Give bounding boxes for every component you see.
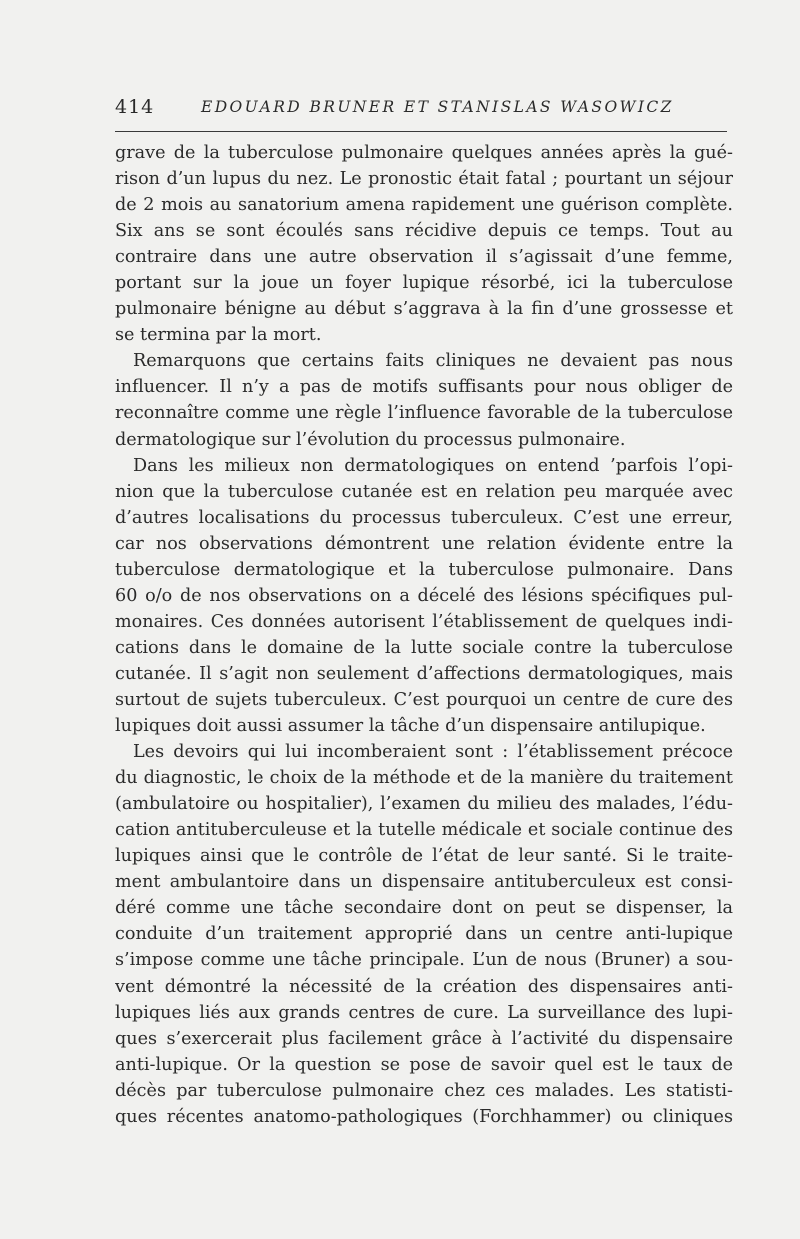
text-line: contraire dans une autre observation il s’agissait d’une femme, xyxy=(115,247,733,268)
text-line: lupiques doit aussi assumer la tâche d’un dispensaire antilupique. xyxy=(115,716,706,737)
page-header xyxy=(115,96,727,126)
text-line: 60 o/o de nos observations on a décelé des lésions spécifiques pul- xyxy=(115,585,733,606)
text-line: ques s’exercerait plus facilement grâce à l’activité du dispensaire xyxy=(115,1028,733,1049)
text-line: anti-lupique. Or la question se pose de savoir quel est le taux de xyxy=(115,1054,733,1075)
body-text xyxy=(115,140,733,1130)
text-line: ment ambulantoire dans un dispensaire antituberculeux est consi- xyxy=(115,872,733,893)
text-line: influencer. Il n’y a pas de motifs suffisants pour nous obliger de xyxy=(115,377,733,398)
text-line: reconnaître comme une règle l’influence favorable de la tuberculose xyxy=(115,403,733,424)
paragraph xyxy=(115,453,733,740)
text-line: Six ans se sont écoulés sans récidive depuis ce temps. Tout au xyxy=(115,221,733,242)
text-line: tuberculose dermatologique et la tuberculose pulmonaire. Dans xyxy=(115,559,733,580)
paragraph xyxy=(115,739,733,1130)
text-line: car nos observations démontrent une relation évidente entre la xyxy=(115,533,733,554)
text-line: nion que la tuberculose cutanée est en relation peu marquée avec xyxy=(115,481,733,502)
text-line: grave de la tuberculose pulmonaire quelques années après la gué- xyxy=(115,143,733,163)
paragraph xyxy=(115,140,733,348)
text-line: cation antituberculeuse et la tutelle médicale et sociale continue des xyxy=(115,820,733,841)
text-line: lupiques liés aux grands centres de cure. La surveillance des lupi- xyxy=(115,1002,733,1023)
text-line: Les devoirs qui lui incomberaient sont : l’établissement précoce xyxy=(133,742,733,763)
text-line: (ambulatoire ou hospitalier), l’examen du milieu des malades, l’édu- xyxy=(115,794,733,815)
text-line: ques récentes anatomo-pathologiques (Forchhammer) ou cliniques xyxy=(115,1106,733,1127)
text-line: cutanée. Il s’agit non seulement d’affections dermatologiques, mais xyxy=(115,663,733,684)
page-number: 414 xyxy=(115,96,155,118)
text-line: rison d’un lupus du nez. Le pronostic était fatal ; pourtant un séjour xyxy=(115,169,733,190)
text-line: vent démontré la nécessité de la création des dispensaires anti- xyxy=(115,976,733,997)
text-line: Remarquons que certains faits cliniques ne devaient pas nous xyxy=(133,351,733,372)
text-line: pulmonaire bénigne au début s’aggrava à la fin d’une grossesse et xyxy=(115,299,733,320)
text-line: monaires. Ces données autorisent l’établissement de quelques indi- xyxy=(115,611,733,632)
header-rule xyxy=(115,131,727,132)
text-line: Dans les milieux non dermatologiques on entend ’parfois l’opi- xyxy=(133,455,733,476)
text-line: dermatologique sur l’évolution du processus pulmonaire. xyxy=(115,429,626,450)
text-line: lupiques ainsi que le contrôle de l’état de leur santé. Si le traite- xyxy=(115,846,733,867)
text-line: surtout de sujets tuberculeux. C’est pourquoi un centre de cure des xyxy=(115,689,733,710)
text-line: d’autres localisations du processus tuberculeux. C’est une erreur, xyxy=(115,507,733,528)
paragraph xyxy=(115,348,733,452)
text-line: de 2 mois au sanatorium amena rapidement une guérison complète. xyxy=(115,195,733,216)
text-line: décès par tuberculose pulmonaire chez ces malades. Les statisti- xyxy=(115,1080,733,1101)
running-title: EDOUARD BRUNER ET STANISLAS WASOWICZ xyxy=(201,98,674,116)
text-line: cations dans le domaine de la lutte sociale contre la tuberculose xyxy=(115,637,733,658)
text-line: déré comme une tâche secondaire dont on peut se dispenser, la xyxy=(115,898,733,919)
text-line: s’impose comme une tâche principale. L’un de nous (Bruner) a sou- xyxy=(115,950,733,971)
text-line: conduite d’un traitement approprié dans un centre anti-lupique xyxy=(115,924,733,945)
text-line: du diagnostic, le choix de la méthode et de la manière du traitement xyxy=(115,768,733,789)
text-line: se termina par la mort. xyxy=(115,325,322,346)
text-line: portant sur la joue un foyer lupique résorbé, ici la tuberculose xyxy=(115,273,733,294)
